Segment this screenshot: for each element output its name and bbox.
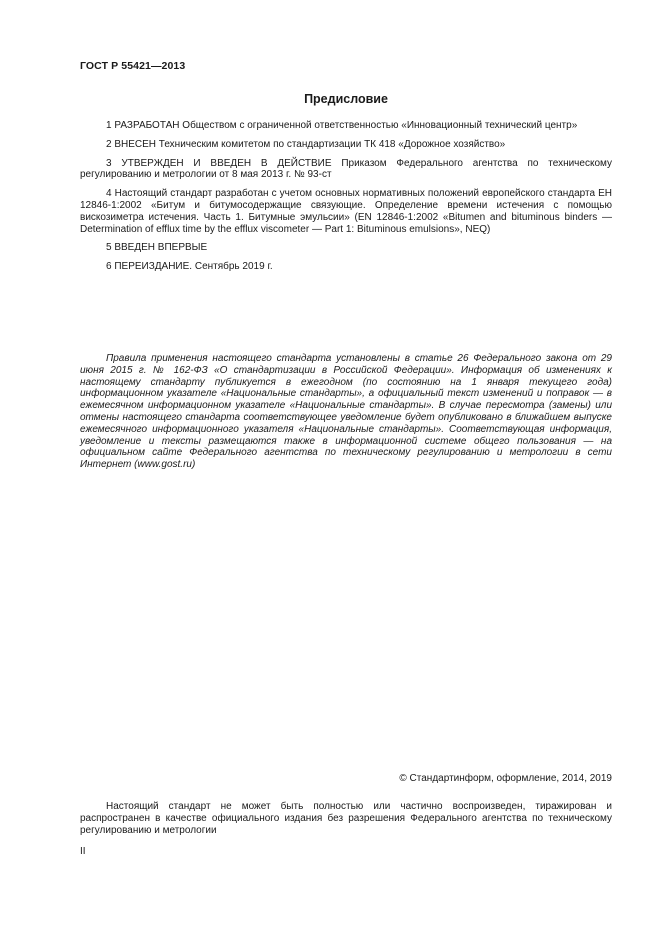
foreword-item-approved: 3 УТВЕРЖДЕН И ВВЕДЕН В ДЕЙСТВИЕ Приказом Федерального агентства по техническому регулированию и метрологии от 8 мая 2013 г. № 93-ст: [80, 157, 612, 181]
foreword-item-introduced: 2 ВНЕСЕН Техническим комитетом по стандартизации ТК 418 «Дорожное хозяйство»: [106, 138, 506, 150]
foreword-item-first-introduced: 5 ВВЕДЕН ВПЕРВЫЕ: [106, 242, 208, 254]
copyright-line: © Стандартинформ, оформление, 2014, 2019: [399, 773, 612, 784]
foreword-item-developed: 1 РАЗРАБОТАН Обществом с ограниченной ответственностью «Инновационный технический центр»: [106, 120, 578, 131]
standard-code: ГОСТ Р 55421—2013: [80, 60, 186, 72]
page-number: II: [80, 846, 86, 857]
application-rules-notice: Правила применения настоящего стандарта установлены в статье 26 Федерального закона от 29 июня 2015 г. № 162-ФЗ «О стандартизации в Российской Федерации». Информация об изменениях к настоящему стандарту публикуется в ежегодном (по состоянию на 1 января текущего года) информационном указателе «Национальные стандарты», а официальный текст изменений и поправок — в ежемесячном информационном указателе «Национальные стандарты». В случае пересмотра (замены) или отмены настоящего стандарта соответствующее уведомление будет опубликовано в ближайшем выпуске ежемесячного информационного указателя «Национальные стандарты». Соответствующая информация, уведомление и тексты размещаются также в информационной системе общего пользования — на официальном сайте Федерального агентства по техническому регулированию и метрологии в сети Интернет (www.gost.ru): [80, 353, 612, 471]
foreword-items: [80, 120, 612, 280]
foreword-item-basis: 4 Настоящий стандарт разработан с учетом основных нормативных положений европейского стандарта ЕН 12846-1:2002 «Битум и битумосодержащие связующие. Определение времени истечения с помощью вискозиметра истечения. Часть 1. Битумные эмульсии» (EN 12846-1:2002 «Bitumen and bituminous binders — Determination of efflux time by the efflux viscometer — Part 1: Bituminous emulsions», NEQ): [80, 188, 612, 235]
reproduction-notice: Настоящий стандарт не может быть полностью или частично воспроизведен, тиражирован и распространен в качестве официального издания без разрешения Федерального агентства по техническому регулированию и метрологии: [80, 801, 612, 836]
foreword-item-reissue: 6 ПЕРЕИЗДАНИЕ. Сентябрь 2019 г.: [106, 261, 273, 273]
page-title: Предисловие: [304, 92, 388, 106]
